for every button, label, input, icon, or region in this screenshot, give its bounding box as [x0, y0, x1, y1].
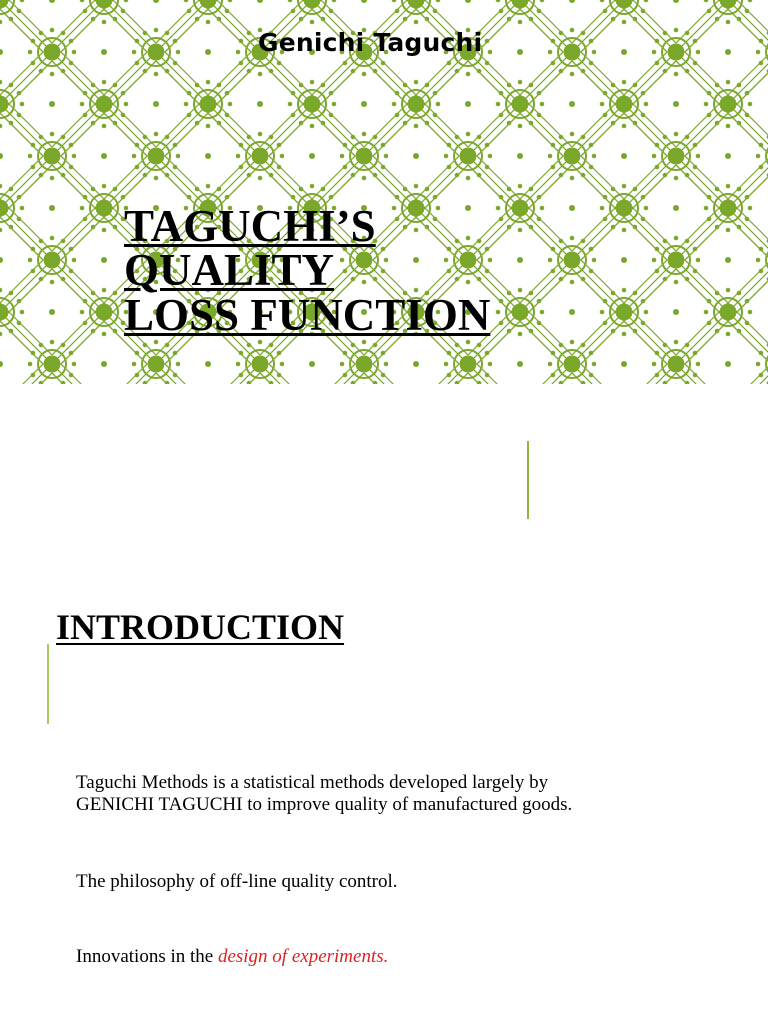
accent-rule-left — [47, 644, 49, 724]
accent-rule-top — [527, 441, 529, 519]
paragraph-text: Innovations in the — [76, 946, 218, 967]
paragraph-philosophy: The philosophy of off-line quality control. — [76, 871, 398, 892]
paragraph-innovations — [76, 946, 388, 968]
author-name: Genichi Taguchi — [258, 28, 483, 57]
paragraph-taguchi-methods — [76, 772, 572, 816]
highlighted-phrase: design of experiments. — [217, 946, 389, 967]
title-line-1: TAGUCHI’S — [124, 201, 376, 251]
introduction-slide — [0, 384, 768, 1024]
paragraph-line: GENICHI TAGUCHI to improve quality of manufactured goods. — [76, 794, 573, 815]
title-line-2: QUALITY — [124, 245, 335, 295]
paragraph-line: Taguchi Methods is a statistical methods developed largely by — [76, 772, 549, 793]
section-heading: INTRODUCTION — [56, 607, 345, 647]
title-line-3: LOSS FUNCTION — [124, 290, 491, 340]
title-slide — [0, 0, 768, 384]
